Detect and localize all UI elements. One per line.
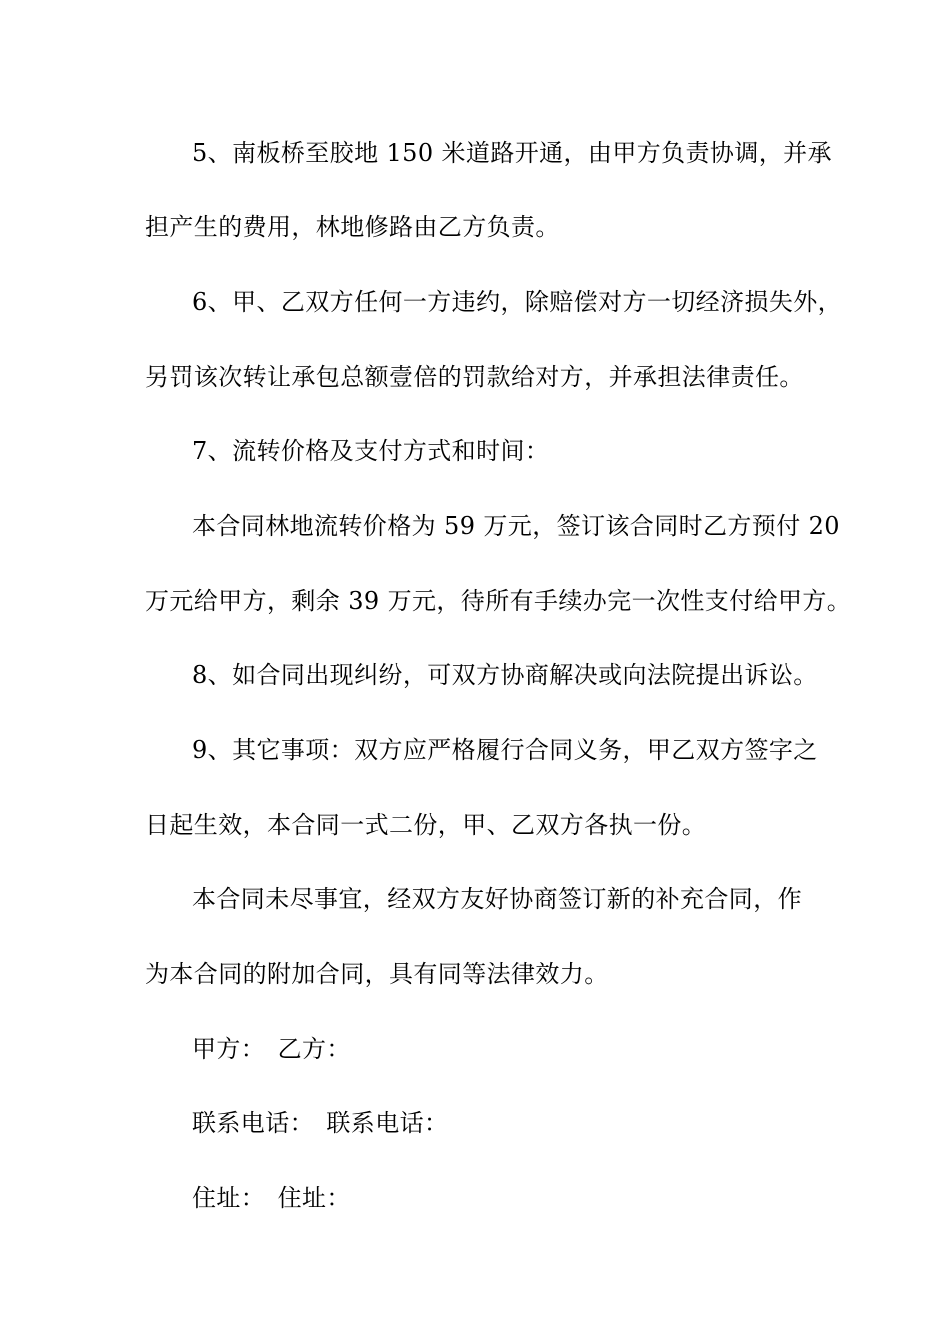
clause-7-heading: 7、流转价格及支付方式和时间： xyxy=(192,437,550,465)
price-line-1: 本合同林地流转价格为 59 万元，签订该合同时乙方预付 20 xyxy=(192,512,840,540)
clause-5-line-2: 担产生的费用，林地修路由乙方负责。 xyxy=(145,213,560,241)
clause-8-line: 8、如合同出现纠纷，可双方协商解决或向法院提出诉讼。 xyxy=(192,661,818,689)
supplement-line-2: 为本合同的附加合同，具有同等法律效力。 xyxy=(145,960,609,988)
supplement-line-1: 本合同未尽事宜，经双方友好协商签订新的补充合同，作 xyxy=(192,885,802,913)
contact-phone-line: 联系电话： 联系电话： xyxy=(192,1109,449,1137)
address-line: 住址： 住址： xyxy=(192,1184,351,1212)
clause-6-line-2: 另罚该次转让承包总额壹倍的罚款给对方，并承担法律责任。 xyxy=(145,363,804,391)
clause-9-line-1: 9、其它事项：双方应严格履行合同义务，甲乙双方签字之 xyxy=(192,736,818,764)
clause-9-line-2: 日起生效，本合同一式二份，甲、乙双方各执一份。 xyxy=(145,811,707,839)
party-names-line: 甲方： 乙方： xyxy=(192,1035,351,1063)
price-line-2: 万元给甲方，剩余 39 万元，待所有手续办完一次性支付给甲方。 xyxy=(145,587,852,615)
clause-5-line-1: 5、南板桥至胶地 150 米道路开通，由甲方负责协调，并承 xyxy=(192,139,832,167)
clause-6-line-1: 6、甲、乙双方任何一方违约，除赔偿对方一切经济损失外， xyxy=(192,288,843,316)
